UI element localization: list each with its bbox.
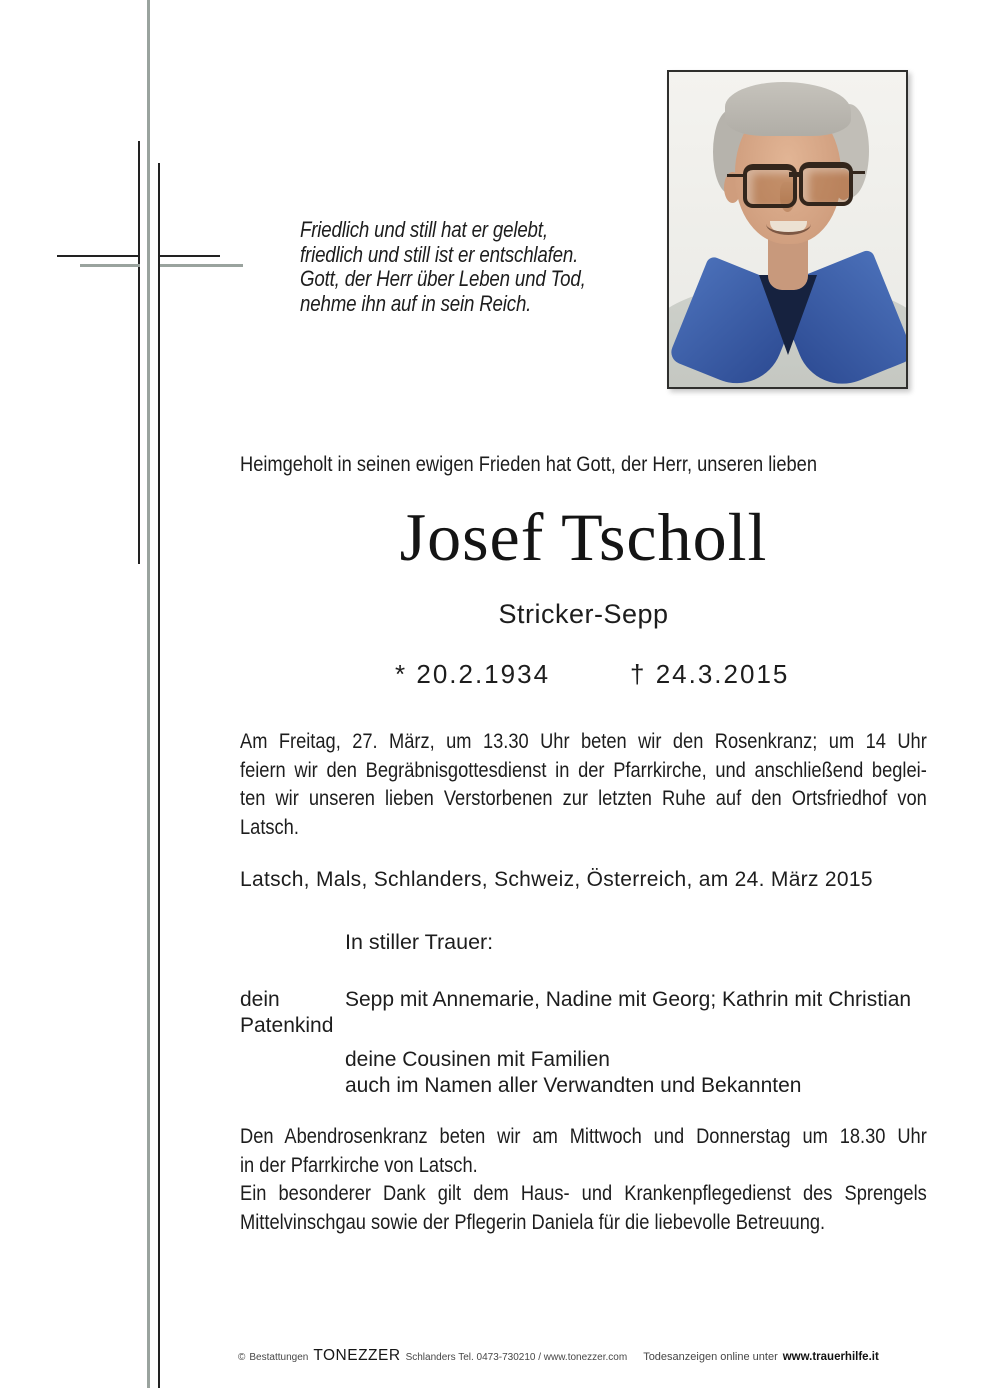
mourner-names: auch im Namen aller Verwandten und Bekannten — [345, 1074, 802, 1097]
footer-online-text: Todesanzeigen online unter — [643, 1351, 778, 1363]
funeral-home-brand: TONEZZER — [313, 1347, 401, 1364]
verse-line: friedlich und still ist er entschlafen. — [300, 241, 579, 267]
portrait-glasses-bridge — [789, 172, 801, 177]
copyright-icon: © — [238, 1352, 246, 1363]
cross-black-vertical-line-left — [138, 141, 140, 564]
funeral-home-contact: Schlanders Tel. 0473-730210 / www.tonezzer.com — [405, 1352, 628, 1363]
intro-line: Heimgeholt in seinen ewigen Frieden hat Gott, der Herr, unseren lieben — [240, 452, 818, 476]
birth-symbol: * — [395, 659, 408, 689]
cross-gray-vertical-line — [147, 0, 150, 1388]
place-date-line: Latsch, Mals, Schlanders, Schweiz, Österreich, am 24. März 2015 — [240, 868, 873, 891]
deceased-nickname: Stricker-Sepp — [498, 599, 669, 629]
rosary-notice-line: Den Abendrosenkranz beten wir am Mittwoch und Donnerstag um 18.30 Uhr — [240, 1124, 927, 1148]
mourner-label — [240, 1047, 345, 1073]
deceased-name: Josef Tscholl — [399, 499, 768, 575]
funeral-line: ten wir unseren lieben Verstorbenen zur letzten Ruhe auf den Ortsfriedhof von — [240, 786, 927, 810]
footer-prefix: Bestattungen — [249, 1352, 309, 1363]
funeral-line: Latsch. — [240, 814, 299, 839]
mourners-list — [240, 987, 911, 1099]
cross-black-horizontal-line-left — [57, 255, 140, 257]
portrait-smile — [766, 213, 811, 235]
portrait-glasses-left-lens — [743, 164, 797, 208]
mourner-row — [240, 1047, 911, 1073]
verse-line: Friedlich und still hat er gelebt, — [300, 217, 548, 242]
rosary-notice — [240, 1122, 927, 1179]
cross-black-vertical-line-right — [158, 163, 160, 1388]
portrait-glasses-right-lens — [799, 162, 853, 206]
mourner-names: Sepp mit Annemarie, Nadine mit Georg; Kathrin mit Christian — [345, 988, 912, 1011]
footer — [238, 1347, 879, 1365]
thanks-notice-line: Ein besonderer Dank gilt dem Haus- und Krankenpflegedienst des Sprengels — [240, 1181, 927, 1205]
portrait-glasses-arm-left — [727, 174, 745, 177]
cross-gray-horizontal-line-right — [160, 264, 243, 267]
cross-gray-horizontal-line-left — [80, 264, 140, 267]
death-symbol: † — [630, 659, 647, 689]
verse-line: nehme ihn auf in sein Reich. — [300, 290, 532, 316]
portrait-glasses-arm-right — [851, 171, 865, 174]
funeral-line: Am Freitag, 27. März, um 13.30 Uhr beten wir den Rosenkranz; um 14 Uhr — [240, 729, 927, 753]
mourner-label: dein Patenkind — [240, 988, 334, 1037]
death-date — [630, 659, 789, 690]
mourner-row — [240, 987, 911, 1039]
mourner-label — [240, 1073, 345, 1099]
funeral-paragraph — [240, 727, 927, 841]
birth-date — [395, 659, 550, 690]
death-date-value: 24.3.2015 — [655, 659, 790, 689]
mourner-row — [240, 1073, 911, 1099]
rosary-notice-line: in der Pfarrkirche von Latsch. — [240, 1152, 478, 1177]
cross-black-horizontal-line-right — [160, 255, 220, 257]
funeral-line: feiern wir den Begräbnisgottesdienst in der Pfarrkirche, und anschließend beglei- — [240, 757, 927, 782]
portrait-hair-top — [725, 82, 851, 136]
portrait-photo — [667, 70, 908, 389]
footer-online-url: www.trauerhilfe.it — [782, 1351, 879, 1363]
mourner-names: deine Cousinen mit Familien — [345, 1048, 610, 1071]
mourning-heading: In stiller Trauer: — [345, 930, 494, 954]
verse-line: Gott, der Herr über Leben und Tod, — [300, 266, 586, 291]
thanks-notice-line: Mittelvinschgau sowie der Pflegerin Daniela für die liebevolle Betreuung. — [240, 1209, 826, 1234]
birth-date-value: 20.2.1934 — [416, 659, 551, 689]
thanks-notice — [240, 1179, 927, 1236]
memorial-verse — [300, 218, 586, 316]
